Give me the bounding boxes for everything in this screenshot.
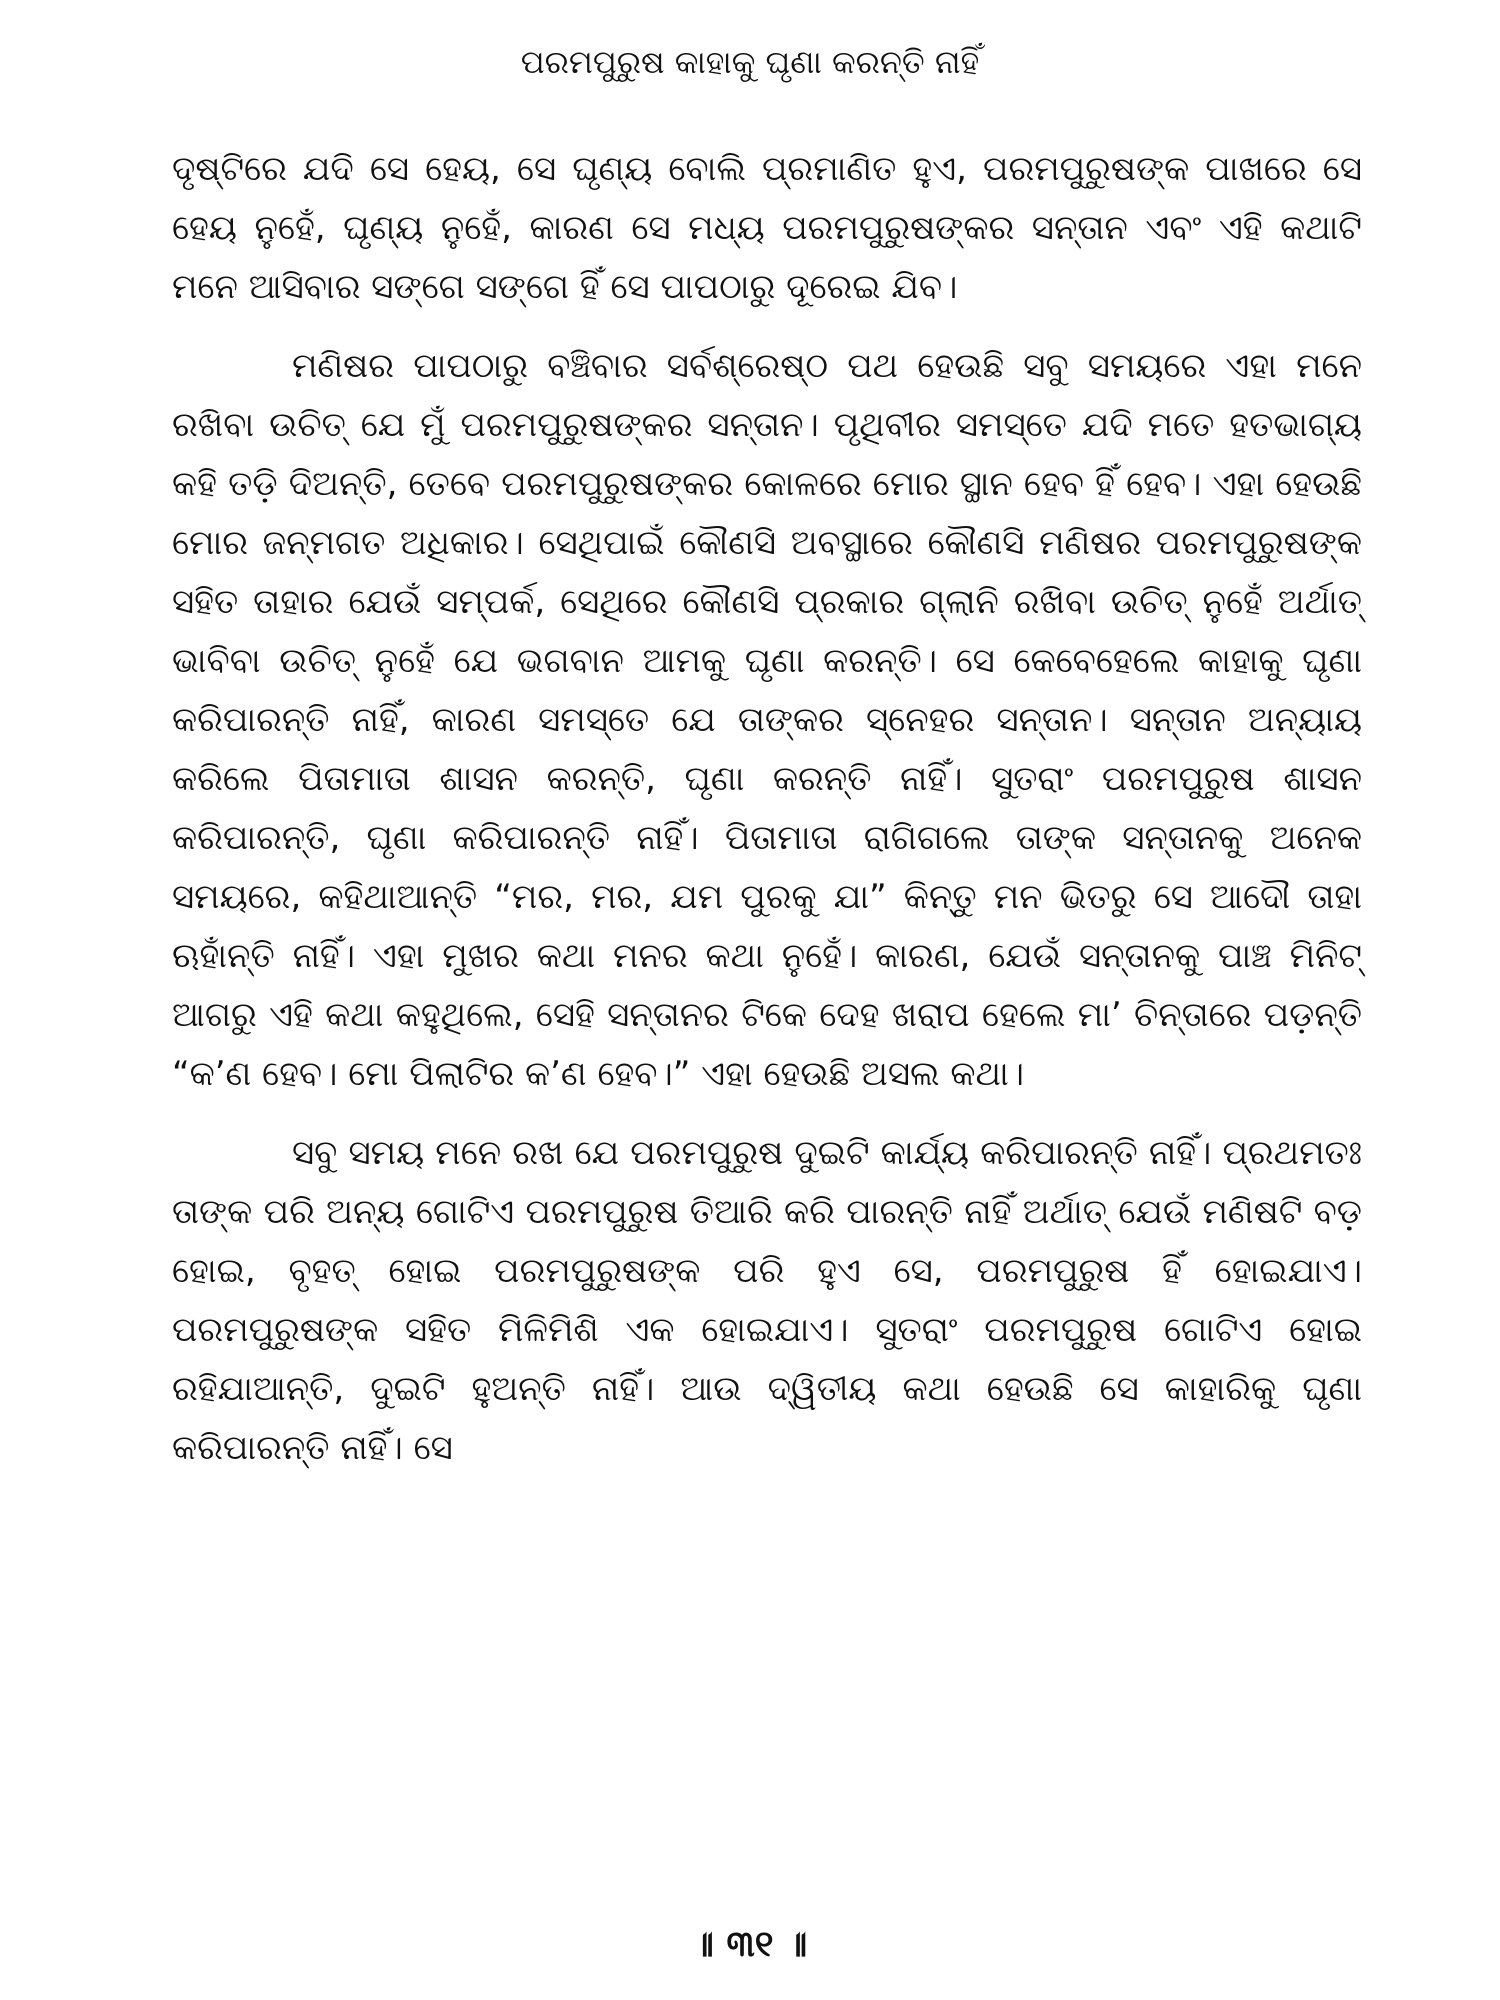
running-head-title: ପରମପୁରୁଷ କାହାକୁ ଘୃଣା କରନ୍ତି ନାହିଁ: [520, 43, 980, 81]
body-text: [172, 140, 1362, 1478]
paragraph: ମଣିଷର ପାପଠାରୁ ବଞ୍ଚିବାର ସର୍ବଶ୍ରେଷ୍ଠ ପଥ ହେଉଛି ସବୁ ସମୟରେ ଏହା ମନେ ରଖିବା ଉଚିତ୍ ଯେ ମୁଁ ପରମପୁରୁଷଙ୍କର ସନ୍ତାନ। ପୃଥିବୀର ସମସ୍ତେ ଯଦି ମତେ ହତଭାଗ୍ୟ କହି ତଡ଼ି ଦିଅନ୍ତି, ତେବେ ପରମପୁରୁଷଙ୍କର କୋଳରେ ମୋର ସ୍ଥାନ ହେବ ହିଁ ହେବ। ଏହା ହେଉଛି ମୋର ଜନ୍ମଗତ ଅଧିକାର। ସେଥିପାଇଁ କୌଣସି ଅବସ୍ଥାରେ କୌଣସି ମଣିଷର ପରମପୁରୁଷଙ୍କ ସହିତ ତାହାର ଯେଉଁ ସମ୍ପର୍କ, ସେଥିରେ କୌଣସି ପ୍ରକାର ଗ୍ଲାନି ରଖିବା ଉଚିତ୍ ନୁହେଁ ଅର୍ଥାତ୍ ଭାବିବା ଉଚିତ୍ ନୁହେଁ ଯେ ଭଗବାନ ଆମକୁ ଘୃଣା କରନ୍ତି। ସେ କେବେହେଲେ କାହାକୁ ଘୃଣା କରିପାରନ୍ତି ନାହିଁ, କାରଣ ସମସ୍ତେ ଯେ ତାଙ୍କର ସ୍ନେହର ସନ୍ତାନ। ସନ୍ତାନ ଅନ୍ୟାୟ କରିଲେ ପିତାମାତା ଶାସନ କରନ୍ତି, ଘୃଣା କରନ୍ତି ନାହିଁ। ସୁତରାଂ ପରମପୁରୁଷ ଶାସନ କରିପାରନ୍ତି, ଘୃଣା କରିପାରନ୍ତି ନାହିଁ। ପିତାମାତା ରାଗିଗଲେ ତାଙ୍କ ସନ୍ତାନକୁ ଅନେକ ସମୟରେ, କହିଥାଆନ୍ତି “ମର, ମର, ଯମ ପୁରକୁ ଯା” କିନ୍ତୁ ମନ ଭିତରୁ ସେ ଆଦୌ ତାହା ଋହାଁନ୍ତି ନାହିଁ। ଏହା ମୁଖର କଥା ମନର କଥା ନୁହେଁ। କାରଣ, ଯେଉଁ ସନ୍ତାନକୁ ପାଞ୍ଚ ମିନିଟ୍ ଆଗରୁ ଏହି କଥା କହୁଥିଲେ, ସେହି ସନ୍ତାନର ଟିକେ ଦେହ ଖରାପ ହେଲେ ମା’ ଚିନ୍ତାରେ ପଡ଼ନ୍ତି “କ’ଣ ହେବ। ମୋ ପିଲାଟିର କ’ଣ ହେବ।” ଏହା ହେଉଛି ଅସଲ କଥା।: [172, 346, 1362, 1094]
page-number: ॥ ୩୧ ॥: [692, 1924, 808, 1965]
paragraph-continued: ଦୃଷ୍ଟିରେ ଯଦି ସେ ହେୟ, ସେ ଘୃଣ୍ୟ ବୋଲି ପ୍ରମାଣିତ ହୁଏ, ପରମପୁରୁଷଙ୍କ ପାଖରେ ସେ ହେୟ ନୁହେଁ, ଘୃଣ୍ୟ ନୁହେଁ, କାରଣ ସେ ମଧ୍ୟ ପରମପୁରୁଷଙ୍କର ସନ୍ତାନ ଏବଂ ଏହି କଥାଟି ମନେ ଆସିବାର ସଙ୍ଗେ ସଙ୍ଗେ ହିଁ ସେ ପାପଠାରୁ ଦୂରେଇ ଯିବ।: [172, 149, 1362, 307]
paragraph: ସବୁ ସମୟ ମନେ ରଖ ଯେ ପରମପୁରୁଷ ଦୁଇଟି କାର୍ଯ୍ୟ କରିପାରନ୍ତି ନାହିଁ। ପ୍ରଥମତଃ ତାଙ୍କ ପରି ଅନ୍ୟ ଗୋଟିଏ ପରମପୁରୁଷ ତିଆରି କରି ପାରନ୍ତି ନାହିଁ ଅର୍ଥାତ୍ ଯେଉଁ ମଣିଷଟି ବଡ଼ ହୋଇ, ବୃହତ୍ ହୋଇ ପରମପୁରୁଷଙ୍କ ପରି ହୁଏ ସେ, ପରମପୁରୁଷ ହିଁ ହୋଇଯାଏ। ପରମପୁରୁଷଙ୍କ ସହିତ ମିଳିମିଶି ଏକ ହୋଇଯାଏ। ସୁତରାଂ ପରମପୁରୁଷ ଗୋଟିଏ ହୋଇ ରହିଯାଆନ୍ତି, ଦୁଇଟି ହୁଅନ୍ତି ନାହିଁ। ଆଉ ଦ୍ୱିତୀୟ କଥା ହେଉଛି ସେ କାହାରିକୁ ଘୃଣା କରିପାରନ୍ତି ନାହିଁ। ସେ: [172, 1133, 1362, 1468]
